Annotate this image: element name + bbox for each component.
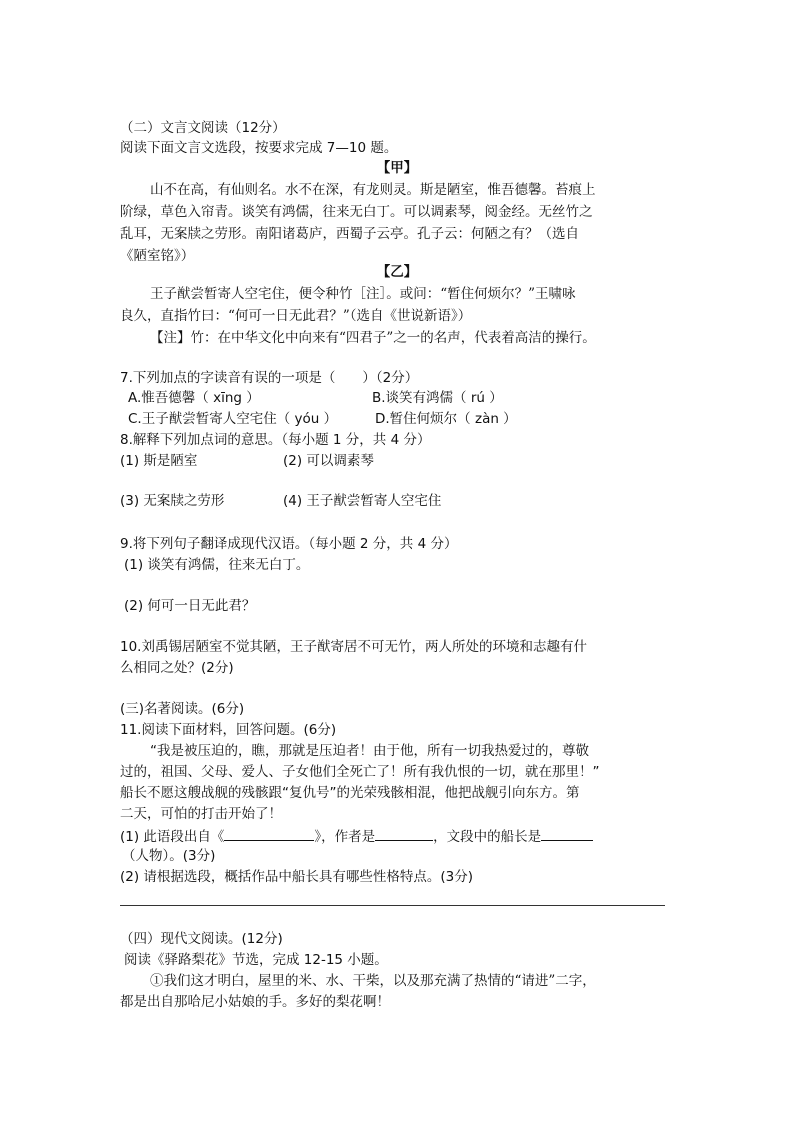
- passage-line: 阶绿，草色入帘青。谈笑有鸿儒，往来无白丁。可以调素琴，阅金经。无丝竹之: [120, 204, 593, 220]
- section-title: （四）现代文阅读。(12分): [120, 931, 283, 947]
- q11-sub-2: (2) 请根据选段，概括作品中船长具有哪些性格特点。(3分): [120, 869, 474, 885]
- question-7-stem: 7.下列加点的字读音有误的一项是（ ）（2分）: [120, 370, 419, 386]
- passage-line: 过的，祖国、父母、爱人、子女他们全死亡了！所有我仇恨的一切，就在那里！”: [120, 764, 600, 780]
- answer-line[interactable]: [120, 905, 665, 906]
- passage-line: ①我们这才明白，屋里的米、水、干柴，以及那充满了热情的“请进”二字，: [150, 973, 596, 989]
- q9-item-1: (1) 谈笑有鸿儒，往来无白丁。: [124, 557, 310, 573]
- q11-sub-1-text: ，文段中的船长是: [433, 829, 542, 845]
- passage-line: 王子猷尝暂寄人空宅住，便令种竹［注］。或问：“暂住何烦尔？”王啸咏: [150, 286, 576, 302]
- captain-blank[interactable]: [541, 825, 593, 841]
- question-9-stem: 9.将下列句子翻译成现代汉语。（每小题 2 分，共 4 分）: [120, 536, 458, 552]
- question-11-stem: 11.阅读下面材料，回答问题。(6分): [120, 722, 337, 738]
- section-title: （二）文言文阅读（12分）: [120, 120, 286, 136]
- passage-line: 乱耳，无案牍之劳形。南阳诸葛庐，西蜀子云亭。孔子云：何陋之有？（选自: [120, 226, 579, 242]
- q8-item-3: (3) 无案牍之劳形: [120, 493, 225, 509]
- option-a: A.惟吾德馨（ xīng ）: [128, 390, 260, 406]
- question-10-line-2: 么相同之处？(2分): [120, 660, 234, 676]
- passage-label-yi: 【乙】: [376, 264, 418, 280]
- passage-line: 船长不愿这艘战舰的残骸跟“复仇号”的光荣残骸相混，他把战舰引向东方。第: [120, 785, 580, 801]
- passage-line: 都是出自那哈尼小姑娘的手。多好的梨花啊！: [120, 994, 390, 1010]
- q8-item-4: (4) 王子猷尝暂寄人空宅住: [283, 493, 442, 509]
- passage-note: 【注】竹：在中华文化中向来有“四君子”之一的名声，代表着高洁的操行。: [150, 330, 596, 346]
- q11-sub-1-text: 》，作者是: [314, 829, 376, 845]
- q8-item-2: (2) 可以调素琴: [283, 453, 374, 469]
- q11-sub-1-text: (1) 此语段出自《: [120, 829, 225, 845]
- passage-line: “我是被压迫的，瞧，那就是压迫者！由于他，所有一切我热爱过的，尊敬: [150, 743, 589, 759]
- question-10-line-1: 10.刘禹锡居陋室不觉其陋，王子猷寄居不可无竹，两人所处的环境和志趣有什: [120, 639, 587, 655]
- option-c: C.王子猷尝暂寄人空宅住（ yóu ）: [128, 411, 338, 427]
- passage-line: 《陋室铭》）: [120, 248, 195, 264]
- book-title-blank[interactable]: [224, 825, 314, 841]
- option-d: D.暂住何烦尔（ zàn ）: [375, 411, 517, 427]
- passage-line: 二天，可怕的打击开始了！: [120, 806, 282, 822]
- section-title: (三)名著阅读。(6分): [120, 701, 245, 717]
- author-blank[interactable]: [375, 825, 433, 841]
- section-instruction: 阅读《驿路梨花》节选，完成 12-15 小题。: [124, 952, 388, 968]
- passage-line: 山不在高，有仙则名。水不在深，有龙则灵。斯是陋室，惟吾德馨。苔痕上: [150, 182, 596, 198]
- q8-item-1: (1) 斯是陋室: [120, 453, 198, 469]
- q11-sub-1-tail: （人物）。(3分): [122, 848, 216, 864]
- passage-label-jia: 【甲】: [376, 160, 418, 176]
- q9-item-2: (2) 何可一日无此君？: [124, 598, 256, 614]
- q11-sub-1: [120, 825, 593, 847]
- question-8-stem: 8.解释下列加点词的意思。（每小题 1 分，共 4 分）: [120, 432, 431, 448]
- passage-line: 良久，直指竹曰：“何可一日无此君？”（选自《世说新语》）: [120, 308, 472, 324]
- option-b: B.谈笑有鸿儒（ rú ）: [372, 390, 503, 406]
- section-instruction: 阅读下面文言文选段，按要求完成 7—10 题。: [120, 140, 398, 156]
